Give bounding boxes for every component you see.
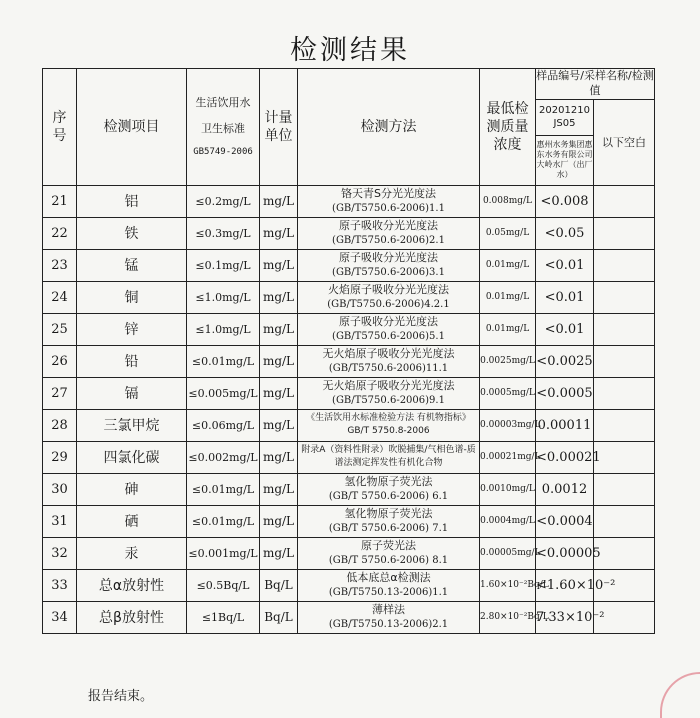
row-method-line1: 原子吸收分光光度法	[339, 315, 438, 329]
row-method	[298, 377, 480, 409]
row-blank	[594, 217, 655, 249]
row-blank	[594, 409, 655, 441]
header-standard-line1: 生活饮用水	[195, 96, 251, 110]
row-seq: 32	[43, 537, 77, 569]
row-min-detect: 0.0010mg/L	[480, 473, 536, 505]
row-result: 0.00011	[536, 409, 594, 441]
row-method	[298, 601, 480, 633]
row-method	[298, 569, 480, 601]
header-sample-blank: 以下空白	[594, 99, 655, 185]
header-unit: 计量单位	[260, 69, 298, 186]
row-item: 总β放射性	[77, 601, 187, 633]
row-method-line2: (GB/T 5750.6-2006) 6.1	[328, 490, 449, 502]
row-method	[298, 313, 480, 345]
row-standard: ≤0.5Bq/L	[187, 569, 260, 601]
row-result: <0.01	[536, 249, 594, 281]
row-item: 锌	[77, 313, 187, 345]
row-method-line1: 无火焰原子吸收分光光度法	[322, 379, 455, 393]
row-method-line1: 氢化物原子荧光法	[344, 475, 433, 489]
row-result: 0.0012	[536, 473, 594, 505]
row-standard: ≤0.01mg/L	[187, 473, 260, 505]
header-seq: 序号	[43, 69, 77, 186]
report-title: 检测结果	[290, 35, 410, 66]
table-row	[43, 249, 655, 281]
row-min-detect: 0.008mg/L	[480, 185, 536, 217]
table-row	[43, 569, 655, 601]
row-blank	[594, 249, 655, 281]
table-row	[43, 345, 655, 377]
row-seq: 33	[43, 569, 77, 601]
row-standard: ≤0.3mg/L	[187, 217, 260, 249]
row-seq: 27	[43, 377, 77, 409]
row-standard: ≤0.005mg/L	[187, 377, 260, 409]
table-row	[43, 601, 655, 633]
row-method-line1: 薄样法	[372, 603, 405, 617]
row-method-line1: 氢化物原子荧光法	[344, 507, 433, 521]
header-min-detect: 最低检测质量浓度	[480, 69, 536, 186]
row-seq: 31	[43, 505, 77, 537]
row-standard: ≤1Bq/L	[187, 601, 260, 633]
row-seq: 21	[43, 185, 77, 217]
row-item: 四氯化碳	[77, 441, 187, 473]
header-sample-code: 20201210 JS05	[536, 99, 594, 135]
results-table	[42, 68, 655, 634]
report-end-text: 报告结束。	[88, 689, 154, 704]
table-row	[43, 505, 655, 537]
header-standard-code: GB5749-2006	[193, 146, 253, 157]
row-method	[298, 185, 480, 217]
row-seq: 29	[43, 441, 77, 473]
table-row	[43, 377, 655, 409]
row-item: 镉	[77, 377, 187, 409]
row-unit: mg/L	[260, 377, 298, 409]
row-min-detect: 0.01mg/L	[480, 249, 536, 281]
row-result: <0.01	[536, 281, 594, 313]
row-method	[298, 537, 480, 569]
row-blank	[594, 441, 655, 473]
row-min-detect: 2.80×10⁻²Bq/L	[480, 601, 536, 633]
row-method	[298, 345, 480, 377]
header-method: 检测方法	[298, 69, 480, 186]
row-blank	[594, 537, 655, 569]
row-item: 锰	[77, 249, 187, 281]
row-method	[298, 281, 480, 313]
header-sample-title: 样品编号/采样名称/检测值	[536, 69, 655, 100]
row-unit: mg/L	[260, 313, 298, 345]
row-method-line2: (GB/T5750.6-2006)3.1	[332, 266, 445, 278]
header-standard	[187, 69, 260, 186]
row-method-line1: 《生活饮用水标准检验方法 有机物指标》 GB/T 5750.8-2006	[306, 413, 471, 437]
table-row	[43, 537, 655, 569]
row-result: <0.05	[536, 217, 594, 249]
row-method-line1: 原子吸收分光光度法	[339, 251, 438, 265]
row-standard: ≤0.001mg/L	[187, 537, 260, 569]
row-result: <0.01	[536, 313, 594, 345]
row-standard: ≤0.1mg/L	[187, 249, 260, 281]
row-min-detect: 0.0025mg/L	[480, 345, 536, 377]
row-method-line1: 原子荧光法	[361, 539, 416, 553]
row-item: 三氯甲烷	[77, 409, 187, 441]
row-standard: ≤0.002mg/L	[187, 441, 260, 473]
row-blank	[594, 185, 655, 217]
row-unit: mg/L	[260, 281, 298, 313]
row-standard: ≤0.01mg/L	[187, 505, 260, 537]
table-row	[43, 185, 655, 217]
row-method-line1: 铬天青S分光光度法	[341, 187, 436, 201]
row-result: <0.0004	[536, 505, 594, 537]
row-result: <0.0025	[536, 345, 594, 377]
row-unit: mg/L	[260, 185, 298, 217]
row-item: 硒	[77, 505, 187, 537]
row-standard: ≤1.0mg/L	[187, 281, 260, 313]
row-seq: 24	[43, 281, 77, 313]
results-rows	[43, 185, 655, 633]
row-blank	[594, 473, 655, 505]
table-row	[43, 473, 655, 505]
row-method-line1: 原子吸收分光光度法	[339, 219, 438, 233]
row-method-line2: (GB/T5750.6-2006)4.2.1	[327, 298, 450, 310]
row-unit: Bq/L	[260, 569, 298, 601]
table-row	[43, 441, 655, 473]
red-seal-stamp	[660, 672, 700, 718]
row-standard: ≤0.2mg/L	[187, 185, 260, 217]
row-blank	[594, 345, 655, 377]
row-unit: mg/L	[260, 537, 298, 569]
row-min-detect: 0.00005mg/L	[480, 537, 536, 569]
table-row	[43, 217, 655, 249]
row-seq: 22	[43, 217, 77, 249]
row-method	[298, 409, 480, 441]
row-item: 汞	[77, 537, 187, 569]
row-result: <0.00021	[536, 441, 594, 473]
row-method	[298, 249, 480, 281]
row-method-line2: (GB/T 5750.6-2006) 7.1	[328, 522, 449, 534]
row-result: <0.0005	[536, 377, 594, 409]
row-item: 总α放射性	[77, 569, 187, 601]
row-item: 铜	[77, 281, 187, 313]
row-method-line2: (GB/T 5750.6-2006) 8.1	[328, 554, 449, 566]
row-seq: 34	[43, 601, 77, 633]
row-min-detect: 0.00021mg/L	[480, 441, 536, 473]
row-method-line2: (GB/T5750.13-2006)1.1	[328, 586, 449, 598]
row-unit: mg/L	[260, 217, 298, 249]
row-result: <1.60×10⁻²	[536, 569, 594, 601]
row-standard: ≤0.06mg/L	[187, 409, 260, 441]
row-method-line2: (GB/T5750.6-2006)2.1	[332, 234, 445, 246]
row-unit: mg/L	[260, 249, 298, 281]
table-row	[43, 409, 655, 441]
row-method-line2: (GB/T5750.6-2006)5.1	[332, 330, 445, 342]
row-method	[298, 217, 480, 249]
row-unit: mg/L	[260, 505, 298, 537]
row-unit: mg/L	[260, 441, 298, 473]
row-item: 铝	[77, 185, 187, 217]
row-result: <0.00005	[536, 537, 594, 569]
row-unit: mg/L	[260, 409, 298, 441]
row-min-detect: 0.0004mg/L	[480, 505, 536, 537]
row-unit: mg/L	[260, 345, 298, 377]
row-method	[298, 441, 480, 473]
row-seq: 28	[43, 409, 77, 441]
row-method-line1: 火焰原子吸收分光光度法	[328, 283, 449, 297]
row-min-detect: 0.01mg/L	[480, 313, 536, 345]
row-result: <0.008	[536, 185, 594, 217]
row-method-line1: 无火焰原子吸收分光光度法	[322, 347, 455, 361]
row-unit: Bq/L	[260, 601, 298, 633]
row-method-line1: 附录A（资料性附录）吹脱捕集/气相色谱-质谱法测定挥发性有机化合物	[301, 445, 476, 469]
row-method-line2: (GB/T5750.6-2006)1.1	[332, 202, 445, 214]
row-blank	[594, 281, 655, 313]
row-blank	[594, 313, 655, 345]
row-unit: mg/L	[260, 473, 298, 505]
row-method-line2: (GB/T5750.13-2006)2.1	[328, 618, 449, 630]
row-standard: ≤1.0mg/L	[187, 313, 260, 345]
row-method	[298, 473, 480, 505]
row-blank	[594, 505, 655, 537]
row-method-line2: (GB/T5750.6-2006)11.1	[328, 362, 449, 374]
row-blank	[594, 377, 655, 409]
row-result: 7.33×10⁻²	[536, 601, 594, 633]
row-item: 铁	[77, 217, 187, 249]
row-min-detect: 0.00003mg/L	[480, 409, 536, 441]
row-seq: 25	[43, 313, 77, 345]
table-row	[43, 281, 655, 313]
row-method-line2: (GB/T5750.6-2006)9.1	[332, 394, 445, 406]
row-method-line1: 低本底总α检测法	[346, 571, 431, 585]
row-min-detect: 1.60×10⁻²Bq/L	[480, 569, 536, 601]
table-row	[43, 313, 655, 345]
header-sample-source: 惠州水务集团惠东水务有限公司大岭水厂（出厂水）	[536, 135, 594, 185]
row-item: 砷	[77, 473, 187, 505]
row-min-detect: 0.01mg/L	[480, 281, 536, 313]
header-standard-line2: 卫生标准	[201, 121, 245, 135]
header-item: 检测项目	[77, 69, 187, 186]
row-seq: 30	[43, 473, 77, 505]
row-seq: 23	[43, 249, 77, 281]
row-method	[298, 505, 480, 537]
row-standard: ≤0.01mg/L	[187, 345, 260, 377]
row-item: 铅	[77, 345, 187, 377]
row-min-detect: 0.0005mg/L	[480, 377, 536, 409]
row-min-detect: 0.05mg/L	[480, 217, 536, 249]
row-seq: 26	[43, 345, 77, 377]
